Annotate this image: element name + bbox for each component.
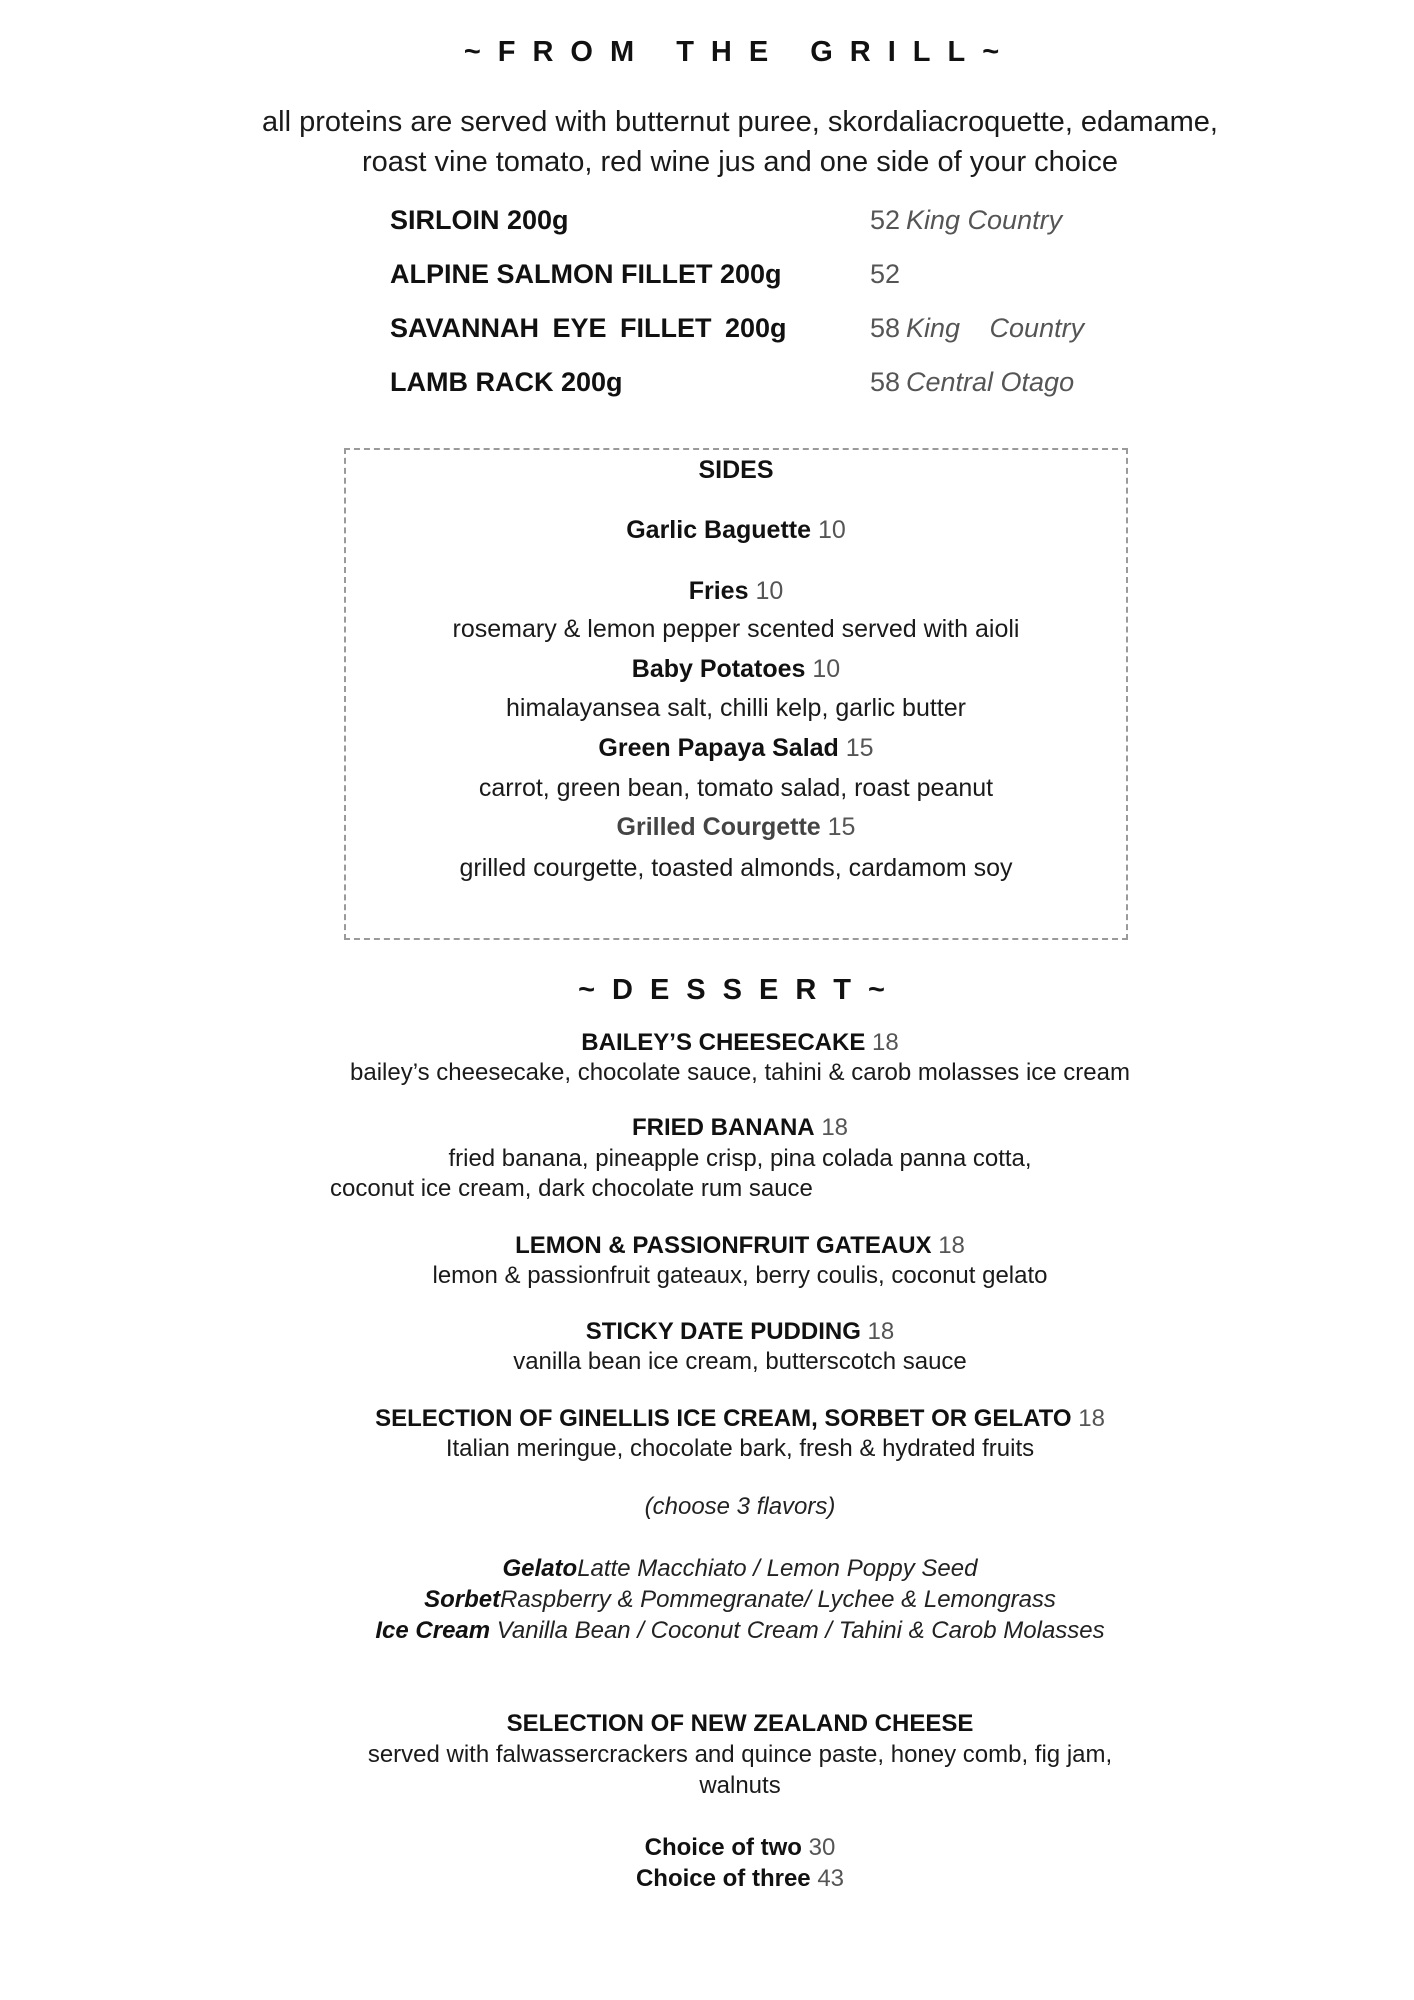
- grill-intro-line: all proteins are served with butternut puree, skordaliacroquette, edamame,: [262, 106, 1218, 138]
- side-item-description: carrot, green bean, tomato salad, roast peanut: [478, 774, 994, 802]
- side-item-name: Fries: [688, 577, 749, 605]
- cheese-option-label: Choice of two: [644, 1834, 802, 1861]
- cheese-item-name: SELECTION OF NEW ZEALAND CHEESE: [506, 1710, 974, 1737]
- side-item-description: grilled courgette, toasted almonds, cardamom soy: [459, 854, 1013, 882]
- grill-item-name: SIRLOIN 200g: [390, 205, 569, 235]
- grill-item: [390, 200, 1210, 254]
- cheese-description: served with falwassercrackers and quince paste, honey comb, fig jam,: [367, 1741, 1113, 1768]
- grill-item-origin: King Country: [906, 205, 1063, 235]
- flavor-list: Latte Macchiato / Lemon Poppy Seed: [577, 1555, 978, 1582]
- grill-item-name: LAMB RACK 200g: [390, 367, 623, 397]
- grill-item: [390, 254, 1210, 308]
- flavor-line: [300, 1584, 1180, 1615]
- grill-item-price: 58: [870, 367, 901, 397]
- dessert-item-description: vanilla bean ice cream, butterscotch sauce: [513, 1348, 967, 1375]
- dessert-item-name: SELECTION OF GINELLIS ICE CREAM, SORBET OR GELATO: [375, 1405, 1072, 1432]
- side-item-description: himalayansea salt, chilli kelp, garlic butter: [506, 694, 966, 722]
- side-item-price: 15: [827, 813, 856, 841]
- dessert-item: [300, 1112, 1180, 1143]
- grill-item: [390, 362, 1210, 416]
- dessert-item-description: bailey’s cheesecake, chocolate sauce, tahini & carob molasses ice cream: [350, 1059, 1130, 1086]
- side-item-price: 10: [817, 516, 846, 544]
- cheese-item: [300, 1708, 1180, 1739]
- flavor-line: [300, 1553, 1180, 1584]
- flavor-list: Vanilla Bean / Coconut Cream / Tahini & Carob Molasses: [490, 1617, 1105, 1644]
- cheese-option-label: Choice of three: [635, 1865, 811, 1892]
- side-item-price: 10: [812, 655, 841, 683]
- dessert-item-name: BAILEY’S CHEESECAKE: [581, 1029, 866, 1056]
- dessert-item: [300, 1316, 1180, 1347]
- grill-item-origin: King Country: [906, 313, 1085, 343]
- flavor-list: Raspberry & Pommegranate/ Lychee & Lemongrass: [500, 1586, 1056, 1613]
- cheese-option: [300, 1832, 1180, 1863]
- grill-item-name: ALPINE SALMON FILLET 200g: [390, 259, 782, 289]
- dessert-item-name: STICKY DATE PUDDING: [585, 1318, 861, 1345]
- flavor-type: Gelato: [502, 1555, 578, 1582]
- cheese-description: walnuts: [699, 1772, 781, 1799]
- side-item-name: Green Papaya Salad: [598, 734, 839, 762]
- dessert-item-price: 18: [1078, 1405, 1105, 1432]
- flavor-type: Ice Cream: [375, 1617, 491, 1644]
- dessert-section-title: ~DESSERT~: [578, 974, 902, 1006]
- grill-item-origin: Central Otago: [906, 367, 1075, 397]
- side-item-name: Baby Potatoes: [631, 655, 806, 683]
- dessert-item-price: 18: [938, 1232, 965, 1259]
- grill-section-title: ~FROM THE GRILL~: [463, 36, 1017, 68]
- grill-item-price: 52: [870, 259, 901, 289]
- dessert-item-price: 18: [821, 1114, 849, 1141]
- sides-title: SIDES: [698, 456, 774, 484]
- grill-item-name: SAVANNAH EYE FILLET 200g: [390, 313, 787, 343]
- cheese-option: [300, 1863, 1180, 1894]
- grill-item-price: 58: [870, 313, 901, 343]
- cheese-option-price: 43: [817, 1865, 845, 1892]
- grill-item-price: 52: [870, 205, 901, 235]
- side-item-description: rosemary & lemon pepper scented served with aioli: [452, 615, 1020, 643]
- dessert-item: [300, 1027, 1180, 1058]
- dessert-item-name: FRIED BANANA: [631, 1114, 815, 1141]
- dessert-item-description: Italian meringue, chocolate bark, fresh & hydrated fruits: [445, 1435, 1035, 1462]
- flavor-type: Sorbet: [424, 1586, 501, 1613]
- side-item: [344, 512, 1128, 548]
- side-item-price: 15: [845, 734, 874, 762]
- dessert-item: [300, 1230, 1180, 1261]
- flavor-line: [300, 1615, 1180, 1646]
- side-item-name: Garlic Baguette: [626, 516, 811, 544]
- grill-item: [390, 308, 1210, 362]
- grill-list: [390, 200, 1210, 416]
- dessert-item-description: fried banana, pineapple crisp, pina colada panna cotta,: [448, 1145, 1032, 1172]
- side-item: [344, 651, 1128, 687]
- dessert-item-description: coconut ice cream, dark chocolate rum sauce: [330, 1175, 813, 1202]
- side-item-name: Grilled Courgette: [616, 813, 821, 841]
- dessert-item-price: 18: [872, 1029, 899, 1056]
- side-item-price: 10: [755, 577, 784, 605]
- grill-intro-line: roast vine tomato, red wine jus and one side of your choice: [361, 146, 1119, 178]
- grill-intro: [160, 102, 1320, 182]
- dessert-item-name: LEMON & PASSIONFRUIT GATEAUX: [515, 1232, 932, 1259]
- choose-note: (choose 3 flavors): [644, 1493, 836, 1520]
- dessert-item-description: lemon & passionfruit gateaux, berry coulis, coconut gelato: [432, 1262, 1048, 1289]
- dessert-item: [300, 1403, 1180, 1434]
- side-item: [344, 573, 1128, 609]
- cheese-option-price: 30: [808, 1834, 836, 1861]
- side-item: [344, 730, 1128, 766]
- side-item: [344, 809, 1128, 845]
- dessert-item-price: 18: [867, 1318, 895, 1345]
